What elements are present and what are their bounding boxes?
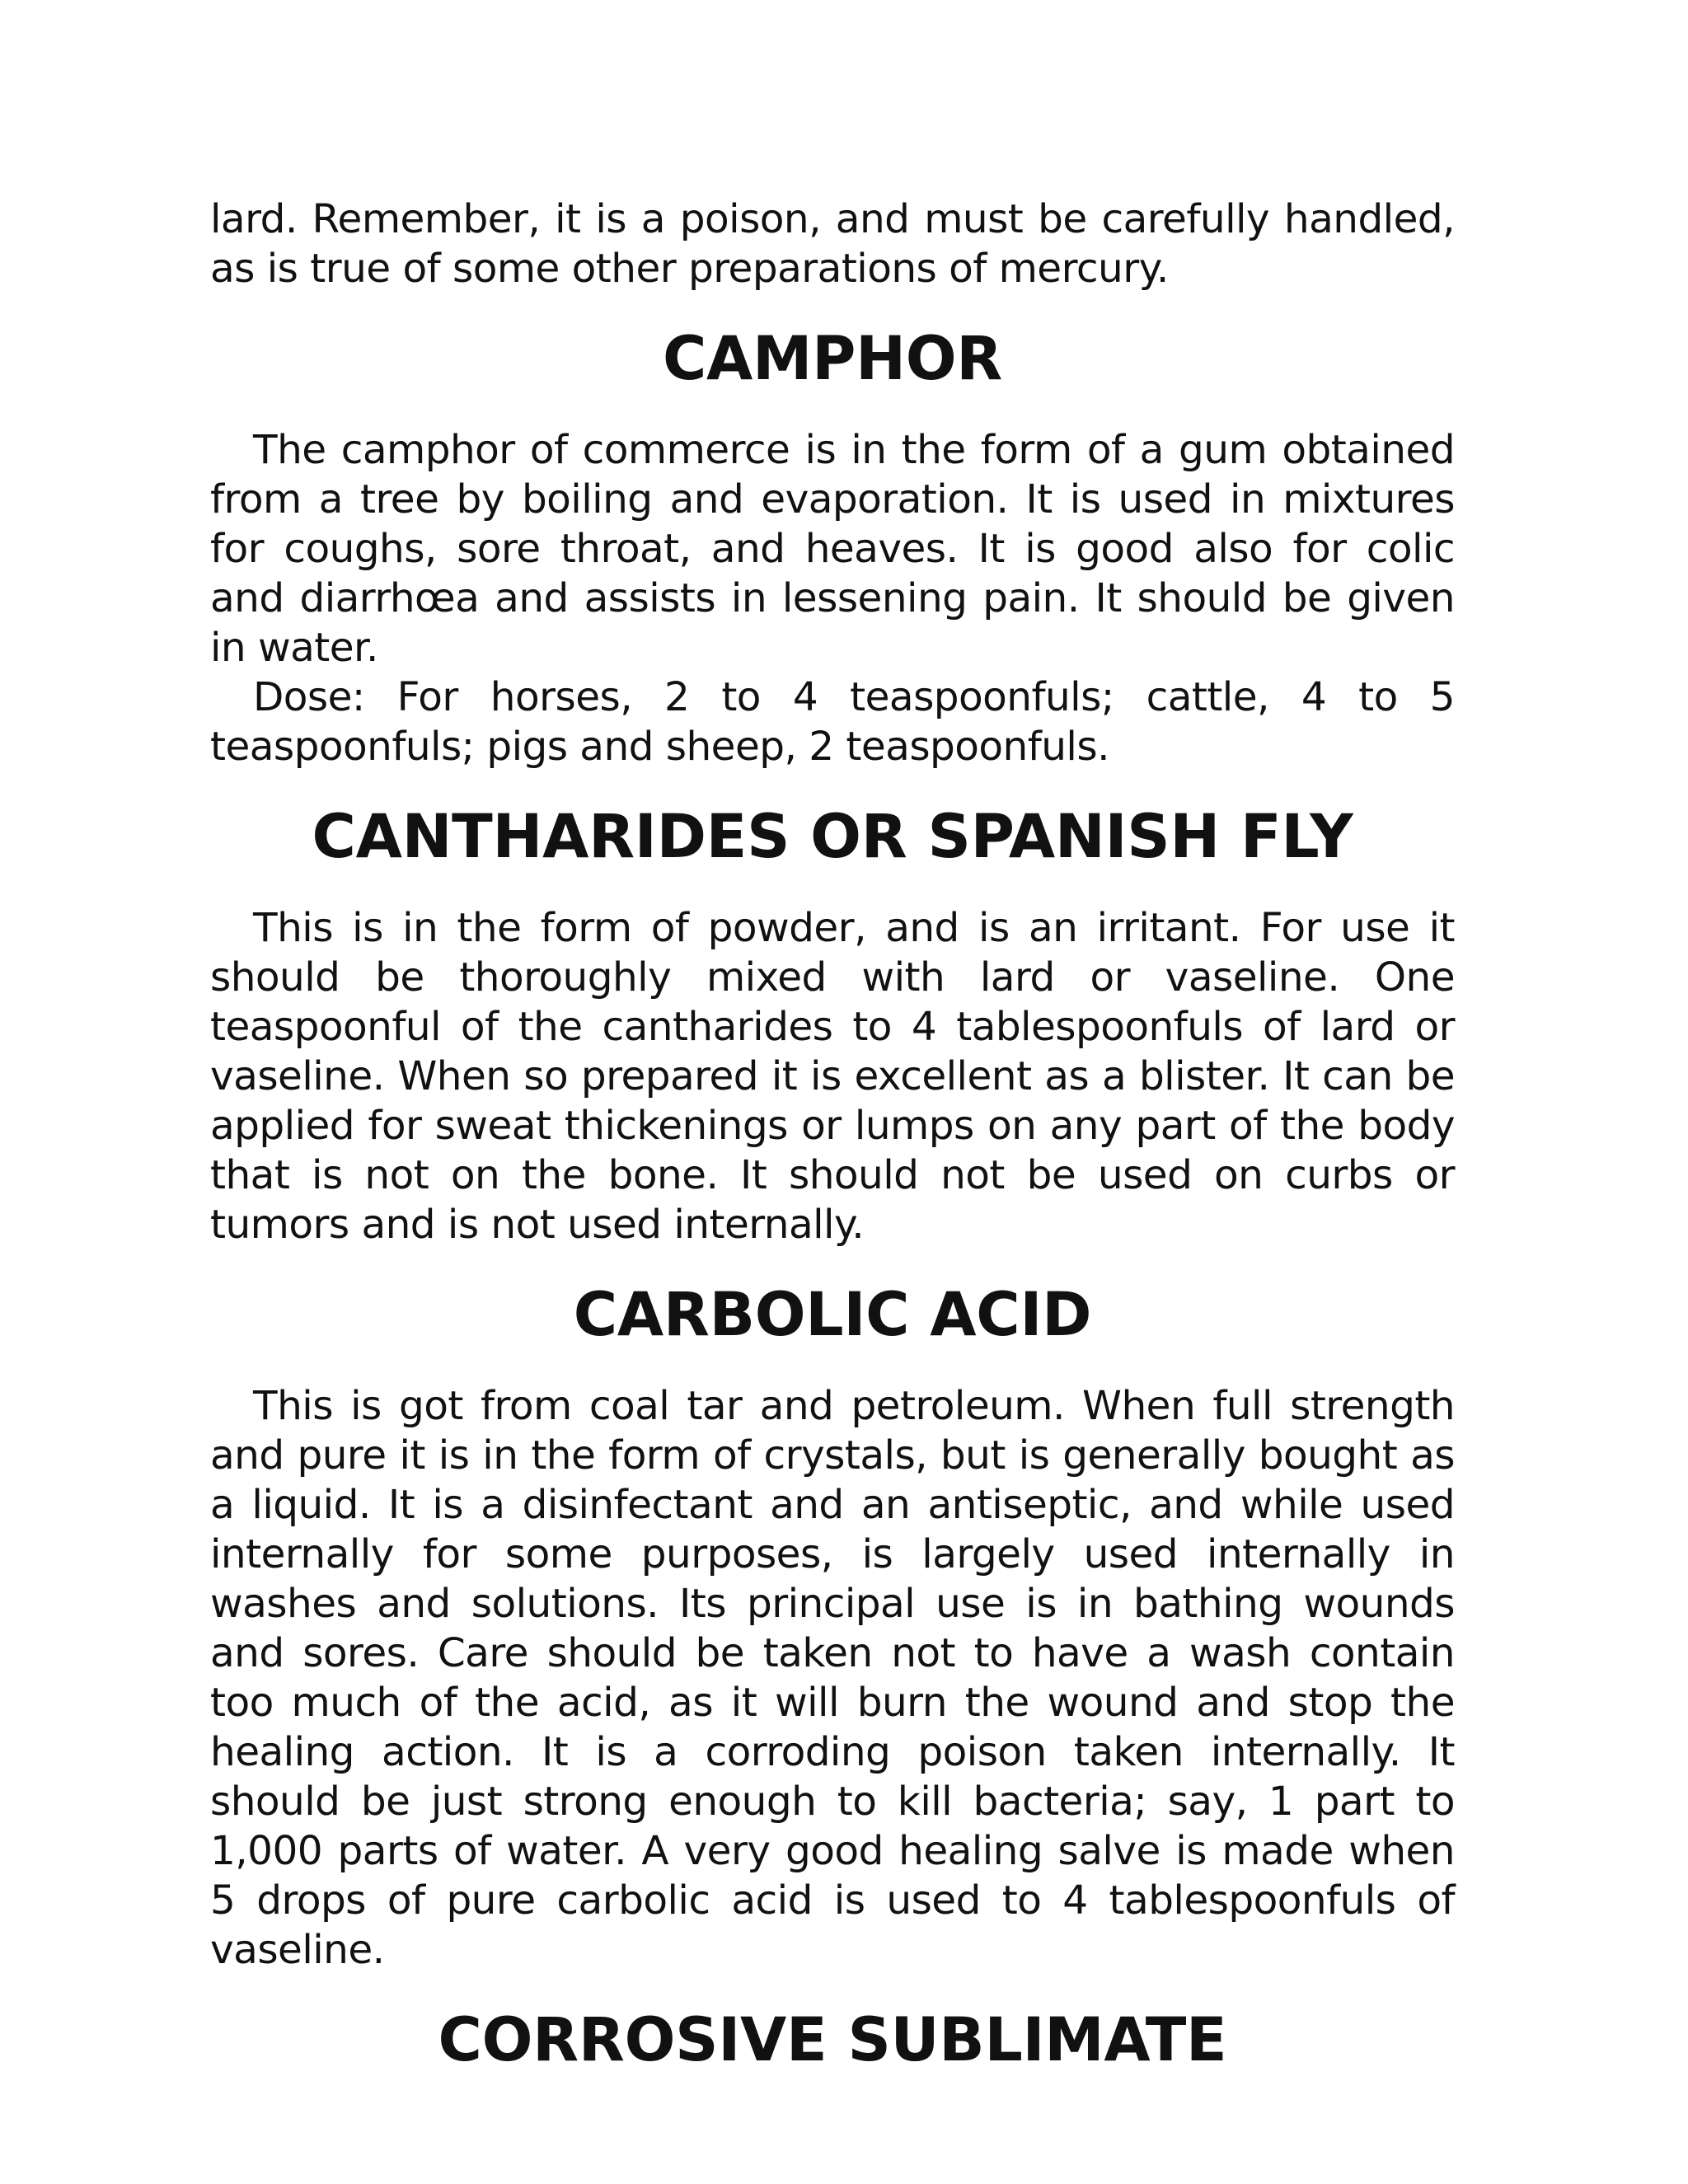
section-heading-cantharides: CANTHARIDES OR SPANISH FLY: [312, 802, 1353, 872]
carbolic-acid-paragraph: This is got from coal tar and petroleum. When full strength and pure it is in the form of crystals, but is generally bought as a liquid. It is a disinfectant and an antiseptic, and while used internally for some purposes, is largely used internally in washes and solutions. Its principal use is in bathing wounds and sores. Care should be taken not to have a wash contain too much of the acid, as it will burn the wound and stop the healing action. It is a corroding poison taken internally. It should be just strong enough to kill bacteria; say, 1 part to 1,000 parts of water. A very good healing salve is made when 5 drops of pure carbolic acid is used to 4 tablespoonfuls of vaseline.: [210, 1383, 1455, 1973]
camphor-dose-paragraph: Dose: For horses, 2 to 4 teaspoonfuls; cattle, 4 to 5 teaspoonfuls; pigs and sheep, 2 teaspoonfuls.: [210, 674, 1455, 770]
section-heading-carbolic-acid: CARBOLIC ACID: [573, 1280, 1092, 1350]
camphor-paragraph: The camphor of commerce is in the form of a gum obtained from a tree by boiling and evaporation. It is used in mixtures for coughs, sore throat, and heaves. It is good also for colic and diarrhœa and assists in lessening pain. It should be given in water.: [210, 427, 1455, 671]
section-heading-corrosive-sublimate: CORROSIVE SUBLIMATE: [438, 2005, 1227, 2075]
cantharides-paragraph: This is in the form of powder, and is an irritant. For use it should be thoroughly mixed with lard or vaseline. One teaspoonful of the cantharides to 4 tablespoonfuls of lard or vaseline. When so prepared it is excellent as a blister. It can be applied for sweat thickenings or lumps on any part of the body that is not on the bone. It should not be used on curbs or tumors and is not used internally.: [210, 905, 1455, 1248]
section-heading-camphor: CAMPHOR: [662, 324, 1003, 394]
document-page: [210, 194, 1455, 2075]
continuation-paragraph: lard. Remember, it is a poison, and must be carefully handled, as is true of some other preparations of mercury.: [210, 196, 1455, 292]
